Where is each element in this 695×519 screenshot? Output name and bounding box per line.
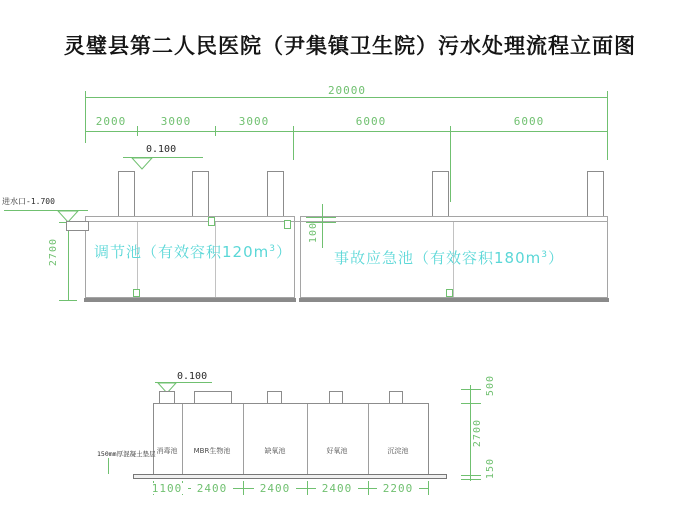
elevation-label: 0.100 xyxy=(146,144,177,155)
dim-label-side: 2700 xyxy=(472,419,483,448)
dim-tick xyxy=(368,481,369,495)
dim-tick xyxy=(428,481,429,495)
dim-label-bottom: 2200 xyxy=(377,483,419,494)
dimension-line-slab xyxy=(322,204,323,248)
dim-tick xyxy=(137,126,138,136)
tank-label-text: 事故应急池（有效容积180m xyxy=(334,249,542,267)
elevation-label: 0.100 xyxy=(177,371,208,382)
dim-tick xyxy=(59,300,77,301)
dim-label-bottom: 2400 xyxy=(191,483,233,494)
dim-label-side: 150 xyxy=(485,458,496,480)
compartment-label: 消毒池 xyxy=(156,447,178,455)
tank-bottom-slab xyxy=(84,298,296,302)
bedding-note: 150mm厚混凝土垫层 xyxy=(97,450,156,458)
dim-tick xyxy=(450,126,451,136)
dim-tick xyxy=(307,481,308,495)
roof-shaft xyxy=(192,171,209,217)
dim-label-slab: 100 xyxy=(308,222,319,244)
dim-tick xyxy=(461,403,481,404)
dim-label-bottom: 2400 xyxy=(316,483,358,494)
dim-label-segment: 3000 xyxy=(238,115,270,128)
dim-tick xyxy=(243,481,244,495)
dimension-line-segments xyxy=(85,131,608,132)
tank-label-emergency xyxy=(334,247,564,267)
compartment-label: 好氧池 xyxy=(326,447,348,455)
compartment-label: MBR生物池 xyxy=(193,447,231,455)
dim-label-height: 2700 xyxy=(48,238,59,267)
drawing-title: 灵璧县第二人民医院（尹集镇卫生院）污水处理流程立面图 xyxy=(64,33,636,58)
compartment-divider xyxy=(182,404,183,474)
dim-tick-extended xyxy=(293,136,294,160)
roof-opening xyxy=(284,220,291,229)
dimension-line-total xyxy=(85,97,608,98)
tank-label-text: ） xyxy=(275,243,292,261)
dimension-line-height xyxy=(68,222,69,300)
dim-tick xyxy=(85,126,86,136)
floor-sump xyxy=(446,289,453,297)
compartment-divider xyxy=(307,404,308,474)
inlet-note: 进水口-1.700 xyxy=(2,197,55,206)
equipment-tank xyxy=(153,403,429,475)
roof-shaft xyxy=(118,171,135,217)
dim-label-segment: 6000 xyxy=(355,115,387,128)
dim-label-total: 20000 xyxy=(327,84,367,97)
dim-label-segment: 3000 xyxy=(160,115,192,128)
tank-label-text: ） xyxy=(547,249,564,267)
roof-slab-inner-line xyxy=(85,221,608,222)
floor-sump xyxy=(133,289,140,297)
tank-label-regulating xyxy=(94,241,292,261)
dimension-line-right xyxy=(470,385,471,481)
tank-label-sup: 3 xyxy=(541,250,548,260)
dim-label-segment: 2000 xyxy=(95,115,127,128)
dim-label-bottom: 2400 xyxy=(254,483,296,494)
dim-label-side: 500 xyxy=(485,375,496,397)
compartment-label: 沉淀池 xyxy=(387,447,409,455)
dim-tick xyxy=(306,217,336,218)
compartment-divider xyxy=(368,404,369,474)
dim-tick xyxy=(461,475,481,476)
inlet-pipe xyxy=(66,221,89,231)
compartment-divider xyxy=(243,404,244,474)
dim-tick xyxy=(607,126,608,136)
compartment-label: 缺氧池 xyxy=(264,447,286,455)
roof-opening xyxy=(208,217,215,226)
roof-shaft xyxy=(587,171,604,217)
dim-tick xyxy=(215,126,216,136)
dim-label-bottom: 1100 xyxy=(146,483,188,494)
tank-label-text: 调节池（有效容积120m xyxy=(94,243,270,261)
dim-label-segment: 6000 xyxy=(513,115,545,128)
elevation-triangle-icon xyxy=(131,157,153,170)
roof-shaft xyxy=(267,171,284,217)
bedding-slab xyxy=(133,474,447,479)
dim-tick xyxy=(461,479,481,480)
bedding-leader-line xyxy=(108,458,109,474)
tank-label-sup: 3 xyxy=(269,244,276,254)
dim-tick xyxy=(293,126,294,136)
roof-shaft xyxy=(432,171,449,217)
tank-bottom-slab xyxy=(299,298,609,302)
dim-tick-extended xyxy=(450,136,451,202)
dim-tick xyxy=(461,389,481,390)
